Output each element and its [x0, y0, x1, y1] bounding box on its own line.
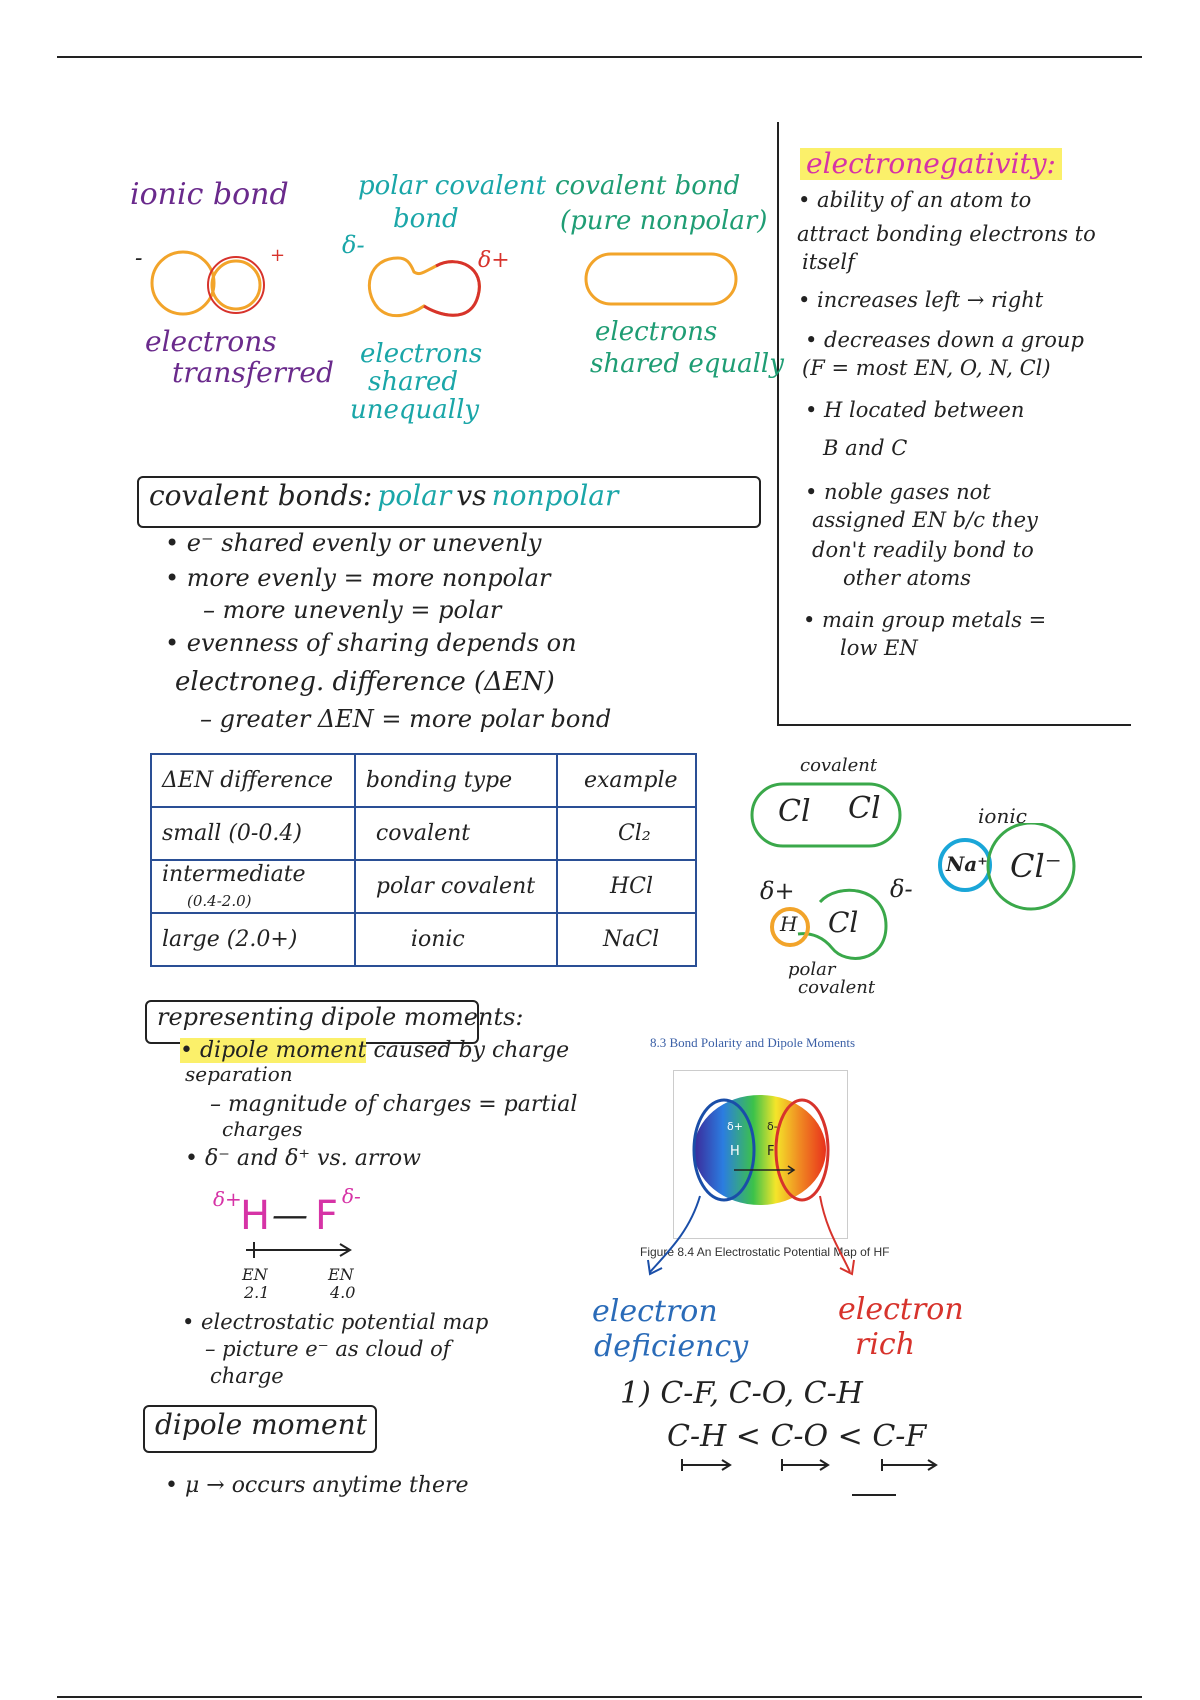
- table-cell: ionic: [355, 913, 557, 966]
- ionic-bond-drawing: [140, 245, 280, 325]
- heading-vs: vs: [456, 479, 487, 512]
- dipole-line-8: charge: [210, 1364, 284, 1388]
- dipole-line-5: • δ⁻ and δ⁺ vs. arrow: [185, 1146, 421, 1171]
- en-difference-table: [150, 753, 697, 967]
- electron-deficiency-2: deficiency: [594, 1329, 749, 1364]
- en-h-label: EN: [242, 1265, 268, 1284]
- dipole-line-6: • electrostatic potential map: [182, 1310, 489, 1334]
- electronegativity-note-line: itself: [802, 250, 855, 274]
- na-ion: Na⁺: [946, 852, 988, 876]
- electronegativity-title: electronegativity:: [800, 148, 1062, 180]
- polar-delta-minus: δ-: [342, 231, 365, 259]
- dipole-line-1: • dipole moment caused by charge: [180, 1038, 570, 1063]
- heading-covalent: covalent bonds:: [149, 479, 373, 512]
- ionic-caption-1: electrons: [145, 325, 277, 358]
- table-cell: small (0-0.4): [151, 807, 355, 860]
- map-delta-plus: δ+: [727, 1120, 743, 1133]
- covalent-section-heading: [137, 476, 761, 528]
- electronegativity-note-line: B and C: [823, 436, 908, 460]
- dipole-line-3: – magnitude of charges = partial: [210, 1092, 578, 1117]
- dipole-moment-highlight: • dipole moment: [180, 1038, 367, 1063]
- electron-rich-1: electron: [838, 1292, 964, 1327]
- dipole-line-2: separation: [185, 1062, 293, 1086]
- table-cell: HCl: [557, 860, 696, 913]
- electronegativity-note-line: • noble gases not: [805, 480, 991, 504]
- map-delta-minus: δ-: [767, 1120, 778, 1133]
- covalent-line-6: – greater ΔEN = more polar bond: [200, 705, 612, 733]
- electronegativity-note-line: low EN: [840, 636, 918, 660]
- polar-covalent-label-1: polar: [788, 959, 836, 980]
- table-cell: intermediate (0.4-2.0): [151, 860, 355, 913]
- figure-title: 8.3 Bond Polarity and Dipole Moments: [650, 1035, 856, 1050]
- polar-covalent-label-2: covalent: [798, 977, 876, 998]
- cl2-drawing: [748, 780, 908, 852]
- polar-bond-drawing: [358, 250, 488, 330]
- dipole-moment-line-1: • μ → occurs anytime there: [165, 1473, 469, 1498]
- electronegativity-note-line: • ability of an atom to: [798, 188, 1032, 212]
- hf-f: F: [315, 1193, 339, 1239]
- dipole-line-4: charges: [222, 1117, 303, 1141]
- ionic-caption-2: transferred: [172, 356, 334, 389]
- hf-h: H: [240, 1193, 271, 1239]
- en-h-value: 2.1: [244, 1283, 270, 1302]
- hf-delta-plus: δ+: [213, 1187, 242, 1211]
- hf-delta-minus: δ-: [342, 1184, 361, 1208]
- table-row: [151, 860, 696, 913]
- nonpolar-bond-drawing: [582, 250, 742, 310]
- annotation-arrows: [640, 1190, 880, 1290]
- cl-ion: Cl⁻: [1010, 847, 1062, 885]
- hcl-delta-minus: δ-: [890, 875, 913, 903]
- polar-delta-plus: δ+: [478, 248, 510, 273]
- covalent-line-2: • more evenly = more nonpolar: [165, 564, 551, 592]
- table-cell: large (2.0+): [151, 913, 355, 966]
- table-header: bonding type: [355, 754, 557, 807]
- electronegativity-note-line: (F = most EN, O, N, Cl): [802, 356, 1051, 380]
- nonpolar-caption-2: shared equally: [590, 349, 784, 379]
- heading-polar: polar: [377, 479, 452, 512]
- polar-caption-2: shared: [368, 367, 459, 397]
- electronegativity-note-line: • increases left → right: [798, 288, 1044, 312]
- covalent-line-3: – more unevenly = polar: [203, 596, 502, 624]
- en-f-label: EN: [328, 1265, 354, 1284]
- map-f: F: [767, 1144, 775, 1159]
- hcl-cl: Cl: [828, 906, 859, 939]
- hf-bond: —: [272, 1195, 308, 1236]
- nonpolar-title-1: covalent bond: [555, 171, 741, 201]
- dipole-arrow: [240, 1240, 360, 1264]
- electronegativity-note-line: • main group metals =: [803, 608, 1047, 632]
- heading-nonpolar: nonpolar: [491, 479, 619, 512]
- cl2-left-atom: Cl: [778, 794, 811, 829]
- table-row: [151, 913, 696, 966]
- hcl-h: H: [780, 912, 798, 936]
- hcl-delta-plus: δ+: [760, 877, 795, 905]
- ionic-diagram-label: ionic: [978, 804, 1027, 828]
- table-cell: NaCl: [557, 913, 696, 966]
- nonpolar-caption-1: electrons: [595, 317, 718, 347]
- covalent-diagram-label: covalent: [800, 755, 878, 776]
- polar-caption-3: unequally: [350, 395, 480, 425]
- electronegativity-note-line: attract bonding electrons to: [797, 222, 1096, 246]
- practice-line-1: 1) C-F, C-O, C-H: [620, 1376, 863, 1411]
- dipole-section-heading: representing dipole moments:: [145, 1000, 479, 1044]
- nonpolar-title-2: (pure nonpolar): [560, 206, 768, 236]
- electronegativity-note-line: assigned EN b/c they: [812, 508, 1038, 532]
- electronegativity-note-line: • H located between: [805, 398, 1025, 422]
- figure-caption: Figure 8.4 An Electrostatic Potential Map of HF: [640, 1245, 890, 1259]
- covalent-line-5: electroneg. difference (ΔEN): [175, 667, 555, 697]
- dipole-moment-heading: dipole moment: [143, 1405, 377, 1453]
- table-header: example: [557, 754, 696, 807]
- electron-deficiency-1: electron: [592, 1294, 718, 1329]
- ionic-minus: -: [135, 246, 143, 271]
- en-f-value: 4.0: [330, 1283, 356, 1302]
- table-cell: Cl₂: [557, 807, 696, 860]
- map-h: H: [730, 1144, 740, 1159]
- covalent-line-1: • e⁻ shared evenly or unevenly: [165, 529, 542, 557]
- electronegativity-note-line: other atoms: [843, 566, 972, 590]
- electronegativity-box: [777, 122, 1131, 726]
- practice-arrows: [678, 1455, 948, 1475]
- ionic-bond-title: ionic bond: [130, 177, 289, 212]
- table-row: [151, 807, 696, 860]
- practice-line-2: C-H < C-O < C-F: [667, 1419, 927, 1454]
- short-rule: [852, 1494, 896, 1496]
- cl2-right-atom: Cl: [848, 791, 881, 826]
- table-cell: covalent: [355, 807, 557, 860]
- table-cell: polar covalent: [355, 860, 557, 913]
- table-header: ΔEN difference: [151, 754, 355, 807]
- electronegativity-note-line: don't readily bond to: [812, 538, 1034, 562]
- electronegativity-note-line: • decreases down a group: [805, 328, 1084, 352]
- electron-rich-2: rich: [855, 1327, 916, 1362]
- bottom-rule: [57, 1696, 1142, 1698]
- dipole-line-7: – picture e⁻ as cloud of: [205, 1337, 451, 1361]
- top-rule: [57, 56, 1142, 58]
- ionic-plus: +: [270, 245, 286, 266]
- polar-bond-title-2: bond: [393, 204, 459, 234]
- covalent-line-4: • evenness of sharing depends on: [165, 629, 577, 657]
- polar-bond-title-1: polar covalent: [358, 171, 547, 201]
- polar-caption-1: electrons: [360, 339, 483, 369]
- table-header-row: [151, 754, 696, 807]
